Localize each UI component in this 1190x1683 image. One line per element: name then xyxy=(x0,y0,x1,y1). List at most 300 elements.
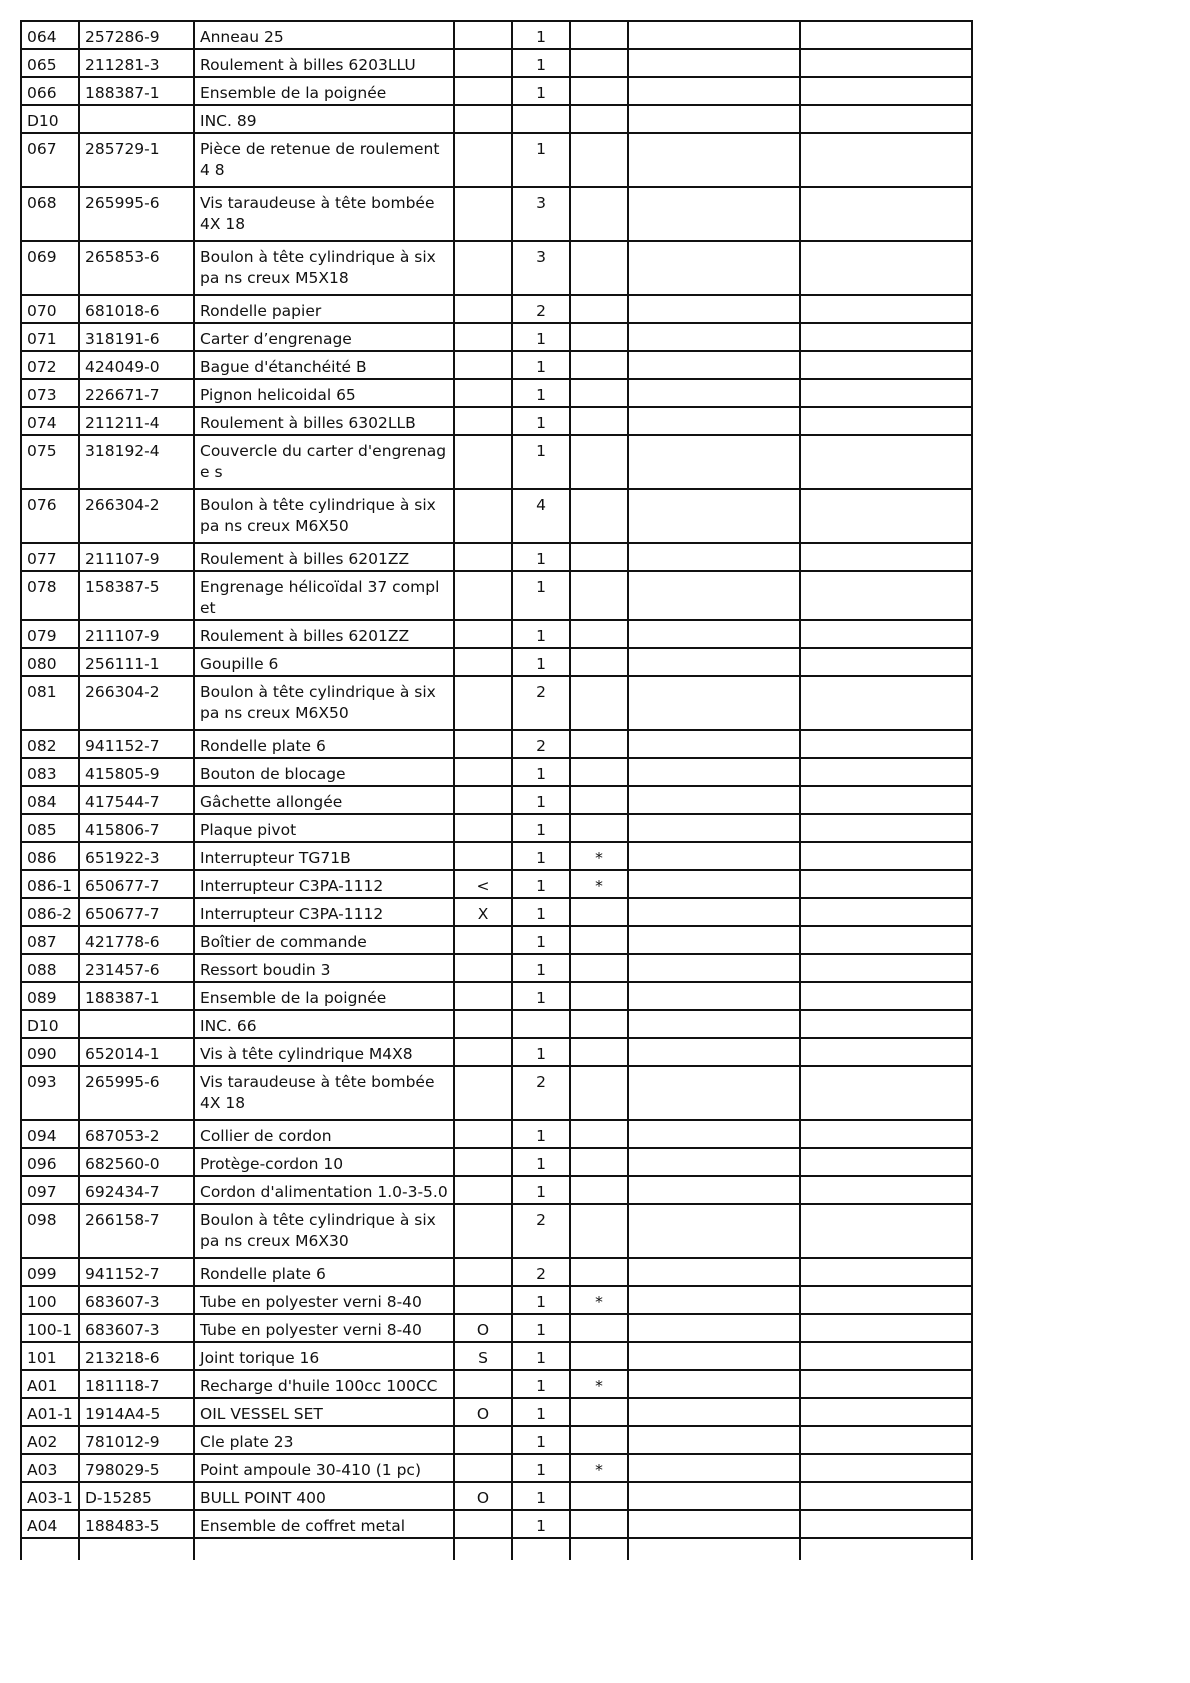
item-number-cell: 066 xyxy=(21,77,79,105)
note-cell xyxy=(570,1148,628,1176)
empty-cell xyxy=(628,786,800,814)
empty-cell xyxy=(628,295,800,323)
quantity-cell: 1 xyxy=(512,133,570,187)
quantity-cell: 1 xyxy=(512,1454,570,1482)
marker-cell xyxy=(454,1176,512,1204)
description-cell: Bouton de blocage xyxy=(194,758,454,786)
item-number-cell: 067 xyxy=(21,133,79,187)
empty-cell xyxy=(628,1010,800,1038)
empty-cell xyxy=(628,435,800,489)
empty-cell xyxy=(628,1038,800,1066)
item-number-cell: 100 xyxy=(21,1286,79,1314)
description-cell: Roulement à billes 6201ZZ xyxy=(194,620,454,648)
note-cell xyxy=(570,187,628,241)
note-cell xyxy=(570,379,628,407)
empty-cell xyxy=(628,105,800,133)
marker-cell xyxy=(454,133,512,187)
item-number-cell: 084 xyxy=(21,786,79,814)
note-cell xyxy=(570,758,628,786)
quantity-cell: 1 xyxy=(512,814,570,842)
table-row xyxy=(21,187,972,241)
note-cell: * xyxy=(570,870,628,898)
empty-cell xyxy=(628,133,800,187)
table-row xyxy=(21,1258,972,1286)
item-number-cell: 070 xyxy=(21,295,79,323)
note-cell xyxy=(570,1010,628,1038)
note-cell xyxy=(570,571,628,620)
item-number-cell: 087 xyxy=(21,926,79,954)
part-number-cell: 285729-1 xyxy=(79,133,194,187)
marker-cell: O xyxy=(454,1314,512,1342)
quantity-cell: 4 xyxy=(512,489,570,543)
table-row xyxy=(21,730,972,758)
empty-cell xyxy=(800,926,972,954)
marker-cell xyxy=(454,1204,512,1258)
note-cell xyxy=(570,1398,628,1426)
marker-cell xyxy=(454,1010,512,1038)
empty-cell xyxy=(800,49,972,77)
description-cell: Rondelle plate 6 xyxy=(194,730,454,758)
marker-cell: X xyxy=(454,898,512,926)
quantity-cell: 1 xyxy=(512,1510,570,1538)
marker-cell xyxy=(454,758,512,786)
empty-cell xyxy=(800,1398,972,1426)
description-cell: Rondelle papier xyxy=(194,295,454,323)
empty-cell xyxy=(628,898,800,926)
marker-cell xyxy=(454,842,512,870)
item-number-cell: 080 xyxy=(21,648,79,676)
item-number-cell: 074 xyxy=(21,407,79,435)
empty-cell xyxy=(800,954,972,982)
empty-cell xyxy=(628,1398,800,1426)
empty-cell xyxy=(628,77,800,105)
item-number-cell: 069 xyxy=(21,241,79,295)
part-number-cell: 650677-7 xyxy=(79,898,194,926)
quantity-cell: 2 xyxy=(512,1204,570,1258)
quantity-cell: 1 xyxy=(512,1398,570,1426)
marker-cell xyxy=(454,77,512,105)
empty-cell xyxy=(628,1120,800,1148)
note-cell xyxy=(570,133,628,187)
empty-cell xyxy=(800,786,972,814)
empty-cell xyxy=(628,1314,800,1342)
part-number-cell: 213218-6 xyxy=(79,1342,194,1370)
item-number-cell: 085 xyxy=(21,814,79,842)
part-number-cell: 211211-4 xyxy=(79,407,194,435)
table-row xyxy=(21,648,972,676)
marker-cell xyxy=(454,323,512,351)
note-cell xyxy=(570,1258,628,1286)
empty-cell xyxy=(800,187,972,241)
item-number-cell: 086-1 xyxy=(21,870,79,898)
note-cell xyxy=(570,1120,628,1148)
quantity-cell: 2 xyxy=(512,676,570,730)
quantity-cell: 1 xyxy=(512,1426,570,1454)
table-row xyxy=(21,842,972,870)
table-row xyxy=(21,1370,972,1398)
description-cell: Plaque pivot xyxy=(194,814,454,842)
table-row xyxy=(21,49,972,77)
note-cell xyxy=(570,435,628,489)
note-cell xyxy=(570,1176,628,1204)
table-row xyxy=(21,379,972,407)
description-cell: Cordon d'alimentation 1.0-3-5.0 xyxy=(194,1176,454,1204)
note-cell xyxy=(570,786,628,814)
item-number-cell: 072 xyxy=(21,351,79,379)
empty-cell xyxy=(628,870,800,898)
quantity-cell: 1 xyxy=(512,926,570,954)
quantity-cell: 1 xyxy=(512,323,570,351)
empty-cell xyxy=(628,1454,800,1482)
part-number-cell: D-15285 xyxy=(79,1482,194,1510)
empty-cell xyxy=(800,620,972,648)
item-number-cell: A04 xyxy=(21,1510,79,1538)
item-number-cell: 078 xyxy=(21,571,79,620)
part-number-cell: 781012-9 xyxy=(79,1426,194,1454)
note-cell xyxy=(570,676,628,730)
quantity-cell: 1 xyxy=(512,870,570,898)
item-number-cell: 077 xyxy=(21,543,79,571)
empty-cell xyxy=(512,1538,570,1560)
item-number-cell: A01 xyxy=(21,1370,79,1398)
table-row xyxy=(21,489,972,543)
quantity-cell: 1 xyxy=(512,1038,570,1066)
part-number-cell: 941152-7 xyxy=(79,1258,194,1286)
part-number-cell: 231457-6 xyxy=(79,954,194,982)
description-cell: Joint torique 16 xyxy=(194,1342,454,1370)
description-cell: Roulement à billes 6302LLB xyxy=(194,407,454,435)
item-number-cell: 096 xyxy=(21,1148,79,1176)
note-cell xyxy=(570,489,628,543)
marker-cell xyxy=(454,1454,512,1482)
part-number-cell: 211281-3 xyxy=(79,49,194,77)
quantity-cell: 2 xyxy=(512,730,570,758)
item-number-cell: 083 xyxy=(21,758,79,786)
empty-cell xyxy=(800,870,972,898)
item-number-cell: 093 xyxy=(21,1066,79,1120)
part-number-cell: 650677-7 xyxy=(79,870,194,898)
empty-cell xyxy=(628,21,800,49)
description-cell: Anneau 25 xyxy=(194,21,454,49)
empty-cell xyxy=(628,1342,800,1370)
marker-cell xyxy=(454,1510,512,1538)
item-number-cell: 090 xyxy=(21,1038,79,1066)
empty-cell xyxy=(628,1538,800,1560)
note-cell xyxy=(570,1038,628,1066)
marker-cell xyxy=(454,676,512,730)
empty-cell xyxy=(628,543,800,571)
item-number-cell: A01-1 xyxy=(21,1398,79,1426)
marker-cell xyxy=(454,407,512,435)
quantity-cell: 2 xyxy=(512,295,570,323)
marker-cell xyxy=(454,1258,512,1286)
empty-cell xyxy=(628,1066,800,1120)
description-cell: Goupille 6 xyxy=(194,648,454,676)
marker-cell xyxy=(454,295,512,323)
table-row xyxy=(21,77,972,105)
part-number-cell: 415805-9 xyxy=(79,758,194,786)
part-number-cell: 681018-6 xyxy=(79,295,194,323)
part-number-cell: 683607-3 xyxy=(79,1286,194,1314)
marker-cell xyxy=(454,379,512,407)
part-number-cell: 265853-6 xyxy=(79,241,194,295)
quantity-cell: 1 xyxy=(512,1286,570,1314)
note-cell xyxy=(570,898,628,926)
note-cell xyxy=(570,926,628,954)
item-number-cell: 079 xyxy=(21,620,79,648)
table-row xyxy=(21,1148,972,1176)
quantity-cell: 1 xyxy=(512,982,570,1010)
empty-cell xyxy=(800,1038,972,1066)
description-cell: Interrupteur TG71B xyxy=(194,842,454,870)
marker-cell xyxy=(454,1370,512,1398)
quantity-cell: 1 xyxy=(512,1176,570,1204)
empty-cell xyxy=(800,1342,972,1370)
empty-cell xyxy=(628,1204,800,1258)
part-number-cell: 941152-7 xyxy=(79,730,194,758)
item-number-cell: 071 xyxy=(21,323,79,351)
marker-cell xyxy=(454,1286,512,1314)
part-number-cell: 683607-3 xyxy=(79,1314,194,1342)
marker-cell xyxy=(454,187,512,241)
empty-cell xyxy=(800,758,972,786)
description-cell: Boulon à tête cylindrique à six pa ns creux M6X30 xyxy=(194,1204,454,1258)
description-cell: Ensemble de coffret metal xyxy=(194,1510,454,1538)
empty-cell xyxy=(628,1148,800,1176)
description-cell: Vis taraudeuse à tête bombée 4X 18 xyxy=(194,187,454,241)
table-row xyxy=(21,676,972,730)
table-row xyxy=(21,1204,972,1258)
part-number-cell: 265995-6 xyxy=(79,1066,194,1120)
note-cell xyxy=(570,954,628,982)
empty-cell xyxy=(628,842,800,870)
description-cell: Rondelle plate 6 xyxy=(194,1258,454,1286)
marker-cell: S xyxy=(454,1342,512,1370)
empty-cell xyxy=(800,77,972,105)
part-number-cell: 181118-7 xyxy=(79,1370,194,1398)
table-row xyxy=(21,407,972,435)
table-row xyxy=(21,1482,972,1510)
note-cell xyxy=(570,730,628,758)
empty-cell xyxy=(800,571,972,620)
part-number-cell: 211107-9 xyxy=(79,620,194,648)
empty-cell xyxy=(628,379,800,407)
quantity-cell: 1 xyxy=(512,786,570,814)
part-number-cell: 226671-7 xyxy=(79,379,194,407)
empty-cell xyxy=(628,49,800,77)
table-row xyxy=(21,21,972,49)
description-cell: Tube en polyester verni 8-40 xyxy=(194,1286,454,1314)
part-number-cell: 266304-2 xyxy=(79,676,194,730)
item-number-cell: 068 xyxy=(21,187,79,241)
note-cell xyxy=(570,77,628,105)
marker-cell xyxy=(454,1120,512,1148)
table-row xyxy=(21,1510,972,1538)
quantity-cell: 1 xyxy=(512,571,570,620)
empty-cell xyxy=(800,323,972,351)
part-number-cell: 682560-0 xyxy=(79,1148,194,1176)
quantity-cell: 2 xyxy=(512,1258,570,1286)
marker-cell xyxy=(454,21,512,49)
note-cell xyxy=(570,982,628,1010)
quantity-cell: 1 xyxy=(512,435,570,489)
empty-cell xyxy=(800,1426,972,1454)
quantity-cell: 1 xyxy=(512,1482,570,1510)
empty-cell xyxy=(800,648,972,676)
description-cell: Interrupteur C3PA-1112 xyxy=(194,898,454,926)
marker-cell xyxy=(454,648,512,676)
item-number-cell: A02 xyxy=(21,1426,79,1454)
table-row xyxy=(21,926,972,954)
empty-cell xyxy=(628,1426,800,1454)
note-cell xyxy=(570,620,628,648)
note-cell: * xyxy=(570,842,628,870)
part-number-cell: 692434-7 xyxy=(79,1176,194,1204)
empty-cell xyxy=(800,814,972,842)
empty-cell xyxy=(628,351,800,379)
quantity-cell: 1 xyxy=(512,1148,570,1176)
description-cell: Boulon à tête cylindrique à six pa ns creux M6X50 xyxy=(194,676,454,730)
part-number-cell: 652014-1 xyxy=(79,1038,194,1066)
description-cell: Roulement à billes 6203LLU xyxy=(194,49,454,77)
quantity-cell: 1 xyxy=(512,1120,570,1148)
part-number-cell: 415806-7 xyxy=(79,814,194,842)
note-cell: * xyxy=(570,1454,628,1482)
note-cell xyxy=(570,49,628,77)
table-row xyxy=(21,1010,972,1038)
item-number-cell: 076 xyxy=(21,489,79,543)
empty-cell xyxy=(800,1286,972,1314)
quantity-cell: 1 xyxy=(512,898,570,926)
quantity-cell: 1 xyxy=(512,351,570,379)
empty-cell xyxy=(800,241,972,295)
table-row xyxy=(21,870,972,898)
quantity-cell: 1 xyxy=(512,620,570,648)
empty-cell xyxy=(800,1066,972,1120)
marker-cell: O xyxy=(454,1482,512,1510)
empty-cell xyxy=(628,676,800,730)
table-row xyxy=(21,1066,972,1120)
item-number-cell: 073 xyxy=(21,379,79,407)
empty-cell xyxy=(800,21,972,49)
item-number-cell: D10 xyxy=(21,1010,79,1038)
note-cell xyxy=(570,295,628,323)
item-number-cell: 081 xyxy=(21,676,79,730)
empty-cell xyxy=(628,926,800,954)
note-cell xyxy=(570,1510,628,1538)
description-cell: INC. 66 xyxy=(194,1010,454,1038)
empty-cell xyxy=(628,323,800,351)
empty-cell xyxy=(800,379,972,407)
empty-cell xyxy=(800,1482,972,1510)
description-cell: OIL VESSEL SET xyxy=(194,1398,454,1426)
part-number-cell: 211107-9 xyxy=(79,543,194,571)
item-number-cell: 100-1 xyxy=(21,1314,79,1342)
table-row xyxy=(21,1286,972,1314)
description-cell: Cle plate 23 xyxy=(194,1426,454,1454)
table-row xyxy=(21,351,972,379)
part-number-cell: 188387-1 xyxy=(79,77,194,105)
table-row xyxy=(21,1038,972,1066)
description-cell: Boulon à tête cylindrique à six pa ns creux M5X18 xyxy=(194,241,454,295)
item-number-cell: 065 xyxy=(21,49,79,77)
item-number-cell: 097 xyxy=(21,1176,79,1204)
table-row xyxy=(21,1314,972,1342)
table-row xyxy=(21,620,972,648)
note-cell xyxy=(570,543,628,571)
item-number-cell: 086-2 xyxy=(21,898,79,926)
part-number-cell: 158387-5 xyxy=(79,571,194,620)
empty-cell xyxy=(800,295,972,323)
empty-cell xyxy=(800,1010,972,1038)
empty-cell xyxy=(194,1538,454,1560)
table-row xyxy=(21,954,972,982)
marker-cell: < xyxy=(454,870,512,898)
note-cell xyxy=(570,105,628,133)
marker-cell: O xyxy=(454,1398,512,1426)
description-cell: Engrenage hélicoïdal 37 complet xyxy=(194,571,454,620)
marker-cell xyxy=(454,105,512,133)
empty-cell xyxy=(800,898,972,926)
quantity-cell: 1 xyxy=(512,407,570,435)
empty-cell xyxy=(800,435,972,489)
note-cell xyxy=(570,1342,628,1370)
note-cell xyxy=(570,648,628,676)
empty-cell xyxy=(628,1258,800,1286)
item-number-cell: 082 xyxy=(21,730,79,758)
quantity-cell: 3 xyxy=(512,241,570,295)
table-row xyxy=(21,1398,972,1426)
marker-cell xyxy=(454,351,512,379)
marker-cell xyxy=(454,814,512,842)
quantity-cell: 1 xyxy=(512,648,570,676)
empty-cell xyxy=(800,1314,972,1342)
empty-cell xyxy=(800,842,972,870)
description-cell: Recharge d'huile 100cc 100CC xyxy=(194,1370,454,1398)
description-cell: Gâchette allongée xyxy=(194,786,454,814)
note-cell xyxy=(570,1204,628,1258)
empty-cell xyxy=(800,1204,972,1258)
quantity-cell: 1 xyxy=(512,758,570,786)
description-cell: INC. 89 xyxy=(194,105,454,133)
empty-cell xyxy=(800,105,972,133)
part-number-cell: 798029-5 xyxy=(79,1454,194,1482)
quantity-cell: 3 xyxy=(512,187,570,241)
description-cell: Tube en polyester verni 8-40 xyxy=(194,1314,454,1342)
empty-cell xyxy=(800,1538,972,1560)
part-number-cell: 266158-7 xyxy=(79,1204,194,1258)
marker-cell xyxy=(454,1038,512,1066)
quantity-cell: 1 xyxy=(512,954,570,982)
table-row xyxy=(21,571,972,620)
empty-cell xyxy=(800,133,972,187)
empty-cell xyxy=(79,1538,194,1560)
empty-cell xyxy=(628,648,800,676)
table-row xyxy=(21,543,972,571)
note-cell xyxy=(570,1482,628,1510)
table-row xyxy=(21,1120,972,1148)
quantity-cell: 1 xyxy=(512,49,570,77)
empty-cell xyxy=(800,1370,972,1398)
part-number-cell: 421778-6 xyxy=(79,926,194,954)
marker-cell xyxy=(454,954,512,982)
empty-cell xyxy=(800,351,972,379)
description-cell: Point ampoule 30-410 (1 pc) xyxy=(194,1454,454,1482)
item-number-cell: D10 xyxy=(21,105,79,133)
empty-cell xyxy=(628,241,800,295)
part-number-cell: 188483-5 xyxy=(79,1510,194,1538)
table-row xyxy=(21,295,972,323)
